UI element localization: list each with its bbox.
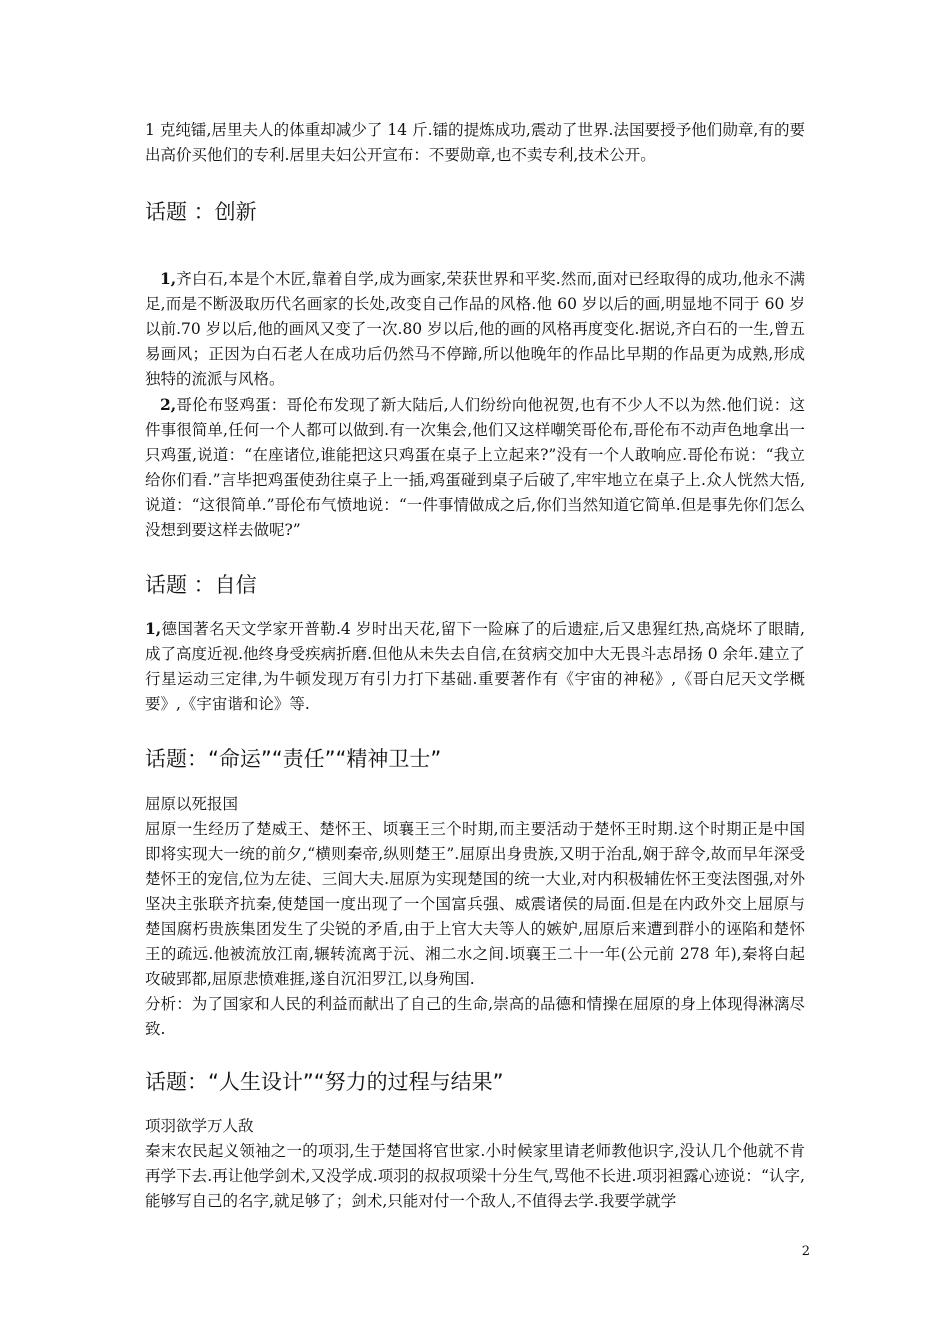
section-subtitle: 屈原以死报国 [145,795,239,813]
innovation-item-2 [145,392,805,543]
section-heading-innovation: 话题 ：创新 [145,200,257,224]
section-subtitle: 项羽欲学万人敌 [145,1117,254,1135]
item-text: 哥伦布竖鸡蛋：哥伦布发现了新大陆后,人们纷纷向他祝贺,也有不少人不以为然.他们说：这件事很简单,任何一个人都可以做到.有一次集会,他们又这样嘲笑哥伦布,哥伦布不动声色地拿出一只鸡蛋,说道：“在座诸位,谁能把这只鸡蛋在桌子上立起来?”没有一个人敢响应.哥伦布说：“我立给你们看.”言毕把鸡蛋使劲往桌子上一插,鸡蛋碰到桌子后破了,牢牢地立在桌子上.众人恍然大悟,说道：“这很简单.”哥伦布气愤地说：“一件事情做成之后,你们当然知道它简单.但是事先你们怎么没想到要这样去做呢?” [145,396,805,539]
section-body: 屈原一生经历了楚威王、楚怀王、顷襄王三个时期,而主要活动于楚怀王时期.这个时期正是中国即将实现大一统的前夕,“横则秦帝,纵则楚王”.屈原出身贵族,又明于治乱,娴于辞令,故而早年深受楚怀王的宠信,位为左徒、三闾大夫.屈原为实现楚国的统一大业,对内积极辅佐怀王变法图强,对外坚决主张联齐抗秦,使楚国一度出现了一个国富兵强、威震诸侯的局面.但是在内政外交上屈原与楚国腐朽贵族集团发生了尖锐的矛盾,由于上官大夫等人的嫉妒,屈原后来遭到群小的诬陷和楚怀王的疏远.他被流放江南,辗转流离于沅、湘二水之间.顷襄王二十一年(公元前 278 年),秦将白起攻破郢都,屈原悲愤难捱,遂自沉汨罗江,以身殉国. [145,820,805,988]
item-text: 德国著名天文学家开普勒.4 岁时出天花,留下一险麻了的后遗症,后又患猩红热,高烧坏了眼睛,成了高度近视.他终身受疾病折磨.但他从未失去自信,在贫病交加中大无畏斗志昂扬 0 余年.建立了行星运动三定律,为牛顿发现万有引力打下基础.重要著作有《宇宙的神秘》,《哥白尼天文学概要》,《宇宙谐和论》等. [145,620,805,713]
section-analysis: 分析：为了国家和人民的利益而献出了自己的生命,崇高的品德和情操在屈原的身上体现得淋漓尽致. [145,995,805,1038]
section-heading-confidence: 话题 ：自信 [145,573,257,597]
page-number: 2 [801,1244,810,1259]
item-text: 齐白石,本是个木匠,靠着自学,成为画家,荣获世界和平奖.然而,面对已经取得的成功,他永不满足,而是不断汲取历代名画家的长处,改变自己作品的风格.他 60 岁以后的画,明显地不同于 60 岁以前.70 岁以后,他的画风又变了一次.80 岁以后,他的画的风格再度变化.据说,齐白石的一生,曾五易画风；正因为白石老人在成功后仍然马不停蹄,所以他晚年的作品比早期的作品更为成熟,形成独特的流派与风格。 [145,270,805,388]
intro-paragraph: 1 克纯镭,居里夫人的体重却减少了 14 斤.镭的提炼成功,震动了世界.法国要授予他们勋章,有的要出高价买他们的专利.居里夫妇公开宣布：不要勋章,也不卖专利,技术公开。 [145,121,805,164]
item-number: 1, [160,269,177,288]
item-number: 2, [160,395,177,414]
item-number: 1, [145,619,162,638]
section-heading-fate: 话题：“命运”“责任”“精神卫士” [145,747,442,771]
innovation-item-1 [145,266,805,392]
confidence-item-1 [145,616,805,717]
section-heading-life-design: 话题：“人生设计”“努力的过程与结果” [145,1070,504,1094]
section-body: 秦末农民起义领袖之一的项羽,生于楚国将官世家.小时候家里请老师教他识字,没认几个他就不肯再学下去.再让他学剑术,又没学成.项羽的叔叔项梁十分生气,骂他不长进.项羽袒露心迹说：“认字,能够写自己的名字,就足够了；剑术,只能对付一个敌人,不值得去学.我要学就学 [145,1142,805,1210]
